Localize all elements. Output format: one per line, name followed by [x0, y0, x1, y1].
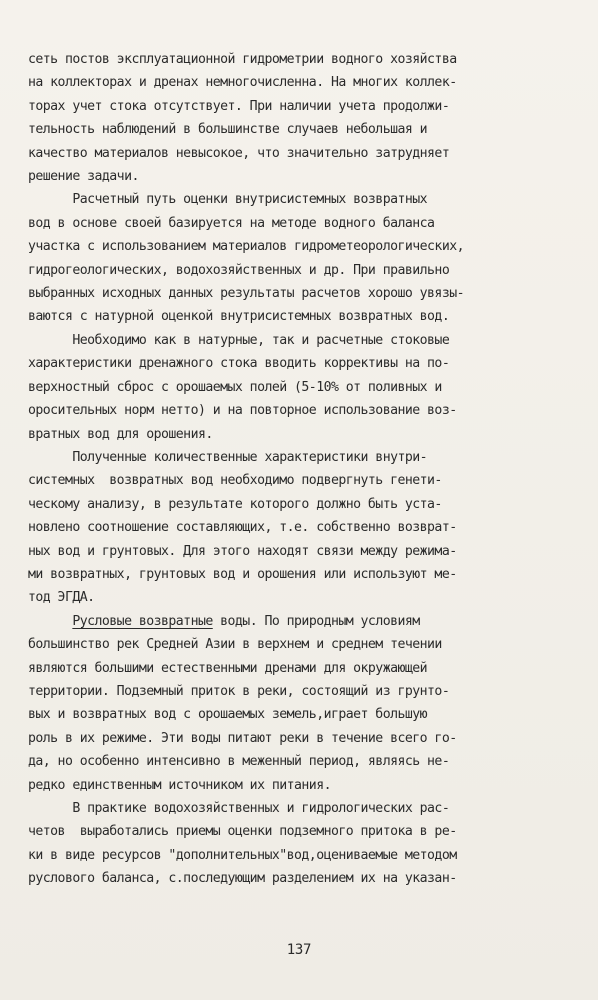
text-line: выбранных исходных данных результаты расчетов хорошо увязы-	[28, 286, 464, 302]
text-line: Расчетный путь оценки внутрисистемных возвратных	[28, 192, 428, 208]
text-line: гидрогеологических, водохозяйственных и др. При правильно	[28, 262, 450, 278]
page-number: 137	[286, 942, 312, 958]
text-line: роль в их режиме. Эти воды питают реки в течение всего го-	[28, 730, 457, 746]
text-line: территории. Подземный приток в реки, состоящий из грунто-	[28, 683, 450, 699]
text-line: большинство рек Средней Азии в верхнем и среднем течении	[28, 637, 442, 653]
text-line: участка с использованием материалов гидрометеорологических,	[28, 239, 464, 255]
text-line: вых и возвратных вод с орошаемых земель,играет большую	[28, 707, 428, 723]
text-line: редко единственным источником их питания.	[28, 777, 331, 793]
text-line: вратных вод для орошения.	[28, 426, 213, 442]
text-line: характеристики дренажного стока вводить коррективы на по-	[28, 356, 450, 372]
text-line: В практике водохозяйственных и гидрологических рас-	[28, 801, 450, 816]
text-line: вод в основе своей базируется на методе водного баланса	[28, 215, 435, 231]
text-line: да, но особенно интенсивно в меженный период, являясь не-	[28, 754, 450, 770]
text-line: Необходимо как в натурные, так и расчетные стоковые	[28, 332, 450, 348]
text-line: ми возвратных, грунтовых вод и орошения или используют ме-	[28, 566, 457, 582]
text-line: ваются с натурной оценкой внутрисистемных возвратных вод.	[28, 309, 450, 325]
text-line: Полученные количественные характеристики внутри-	[28, 449, 428, 465]
text-line: системных возвратных вод необходимо подвергнуть генети-	[28, 473, 442, 489]
text-line: сеть постов эксплуатационной гидрометрии водного хозяйства	[28, 52, 457, 67]
text-line: на коллекторах и дренах немногочисленна. На многих коллек-	[28, 75, 457, 91]
text-line: новлено соотношение составляющих, т.е. собственно возврат-	[28, 520, 457, 536]
text-line: тельность наблюдений в большинстве случаев небольшая и	[28, 122, 428, 138]
document-body	[28, 48, 576, 891]
text-line: являются большими естественными дренами для окружающей	[28, 660, 428, 676]
text-block-2	[28, 633, 576, 890]
text-line: четов выработались приемы оценки подземного притока в ре-	[28, 824, 457, 840]
underlined-term: Русловые возвратные	[72, 613, 213, 629]
text-line: торах учет стока отсутствует. При наличии учета продолжи-	[28, 98, 450, 114]
indent	[28, 614, 72, 629]
text-line: оросительных норм нетто) и на повторное использование воз-	[28, 403, 457, 419]
text-line: решение задачи.	[28, 169, 139, 185]
text-line: тод ЭГДА.	[28, 590, 95, 606]
text-line-russlovye	[28, 610, 576, 633]
text-line: ки в виде ресурсов "дополнительных"вод,оцениваемые методом	[28, 847, 457, 863]
text-line-rest: воды. По природным условиям	[212, 613, 420, 629]
text-block-1	[28, 48, 576, 610]
text-line: ческому анализу, в результате которого должно быть уста-	[28, 496, 442, 512]
text-line: верхностный сброс с орошаемых полей (5-10% от поливных и	[28, 379, 442, 395]
text-line: ных вод и грунтовых. Для этого находят связи между режима-	[28, 543, 457, 559]
text-line: качество материалов невысокое, что значительно затрудняет	[28, 145, 450, 161]
text-line: руслового баланса, с.последующим разделением их на указан-	[28, 871, 457, 887]
